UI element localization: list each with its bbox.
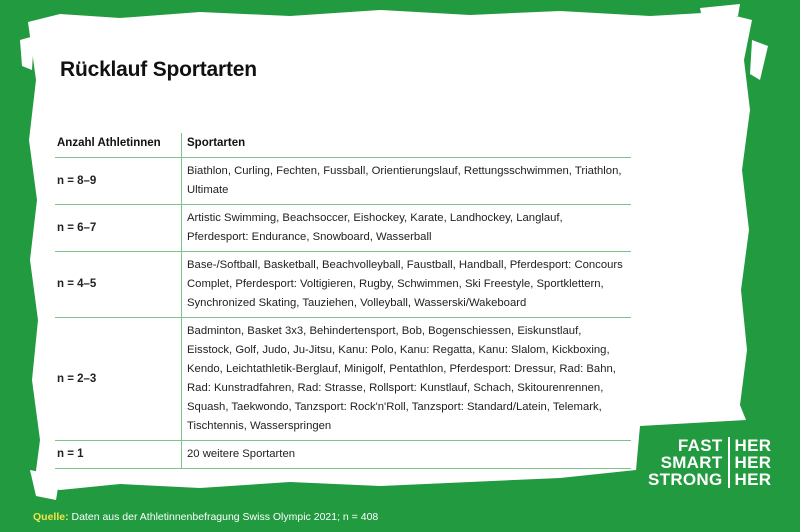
brand-word: SMART <box>660 453 723 472</box>
sports-cell: Badminton, Basket 3x3, Behindertensport, Bob, Bogenschiessen, Eiskunstlauf, Eisstock, Golf, Judo, Ju-Jitsu, Kanu: Polo, Kanu: Regatta, Kanu: Slalom, Kickboxing, Kendo, Leichtathletik-Berglauf, Minigolf, Pentathlon, Pferdesport: Dressur, Rad: Bahn, Rad: Kunstradfahren, Rad: Strasse, Rollsport: Kunstlauf, Schach, Skitourenrennen, Squash, Taekwondo, Tanzsport: Rock'n'Roll, Tanzsport: Standard/Latein, Telemark, Tischtennis, Wasserspringen <box>182 318 632 441</box>
table-row <box>55 318 631 441</box>
table-row <box>55 205 631 252</box>
brand-logo-left <box>648 437 730 488</box>
brand-word: FAST <box>677 436 723 455</box>
brand-word: HER <box>734 436 772 455</box>
table-row <box>55 441 631 469</box>
sports-cell: Base-/Softball, Basketball, Beachvolleyball, Faustball, Handball, Pferdesport: Concours Complet, Pferdesport: Voltigieren, Rugby, Schwimmen, Ski Freestyle, Sportklettern, Synchronized Skating, Tauziehen, Volleyball, Wasserski/Wakeboard <box>182 252 632 318</box>
table-row <box>55 158 631 205</box>
column-header-sports: Sportarten <box>182 133 632 158</box>
count-cell: n = 4–5 <box>55 252 182 318</box>
brand-word: HER <box>734 470 772 489</box>
page-title: Rücklauf Sportarten <box>60 58 257 81</box>
brand-word: STRONG <box>648 470 723 489</box>
column-header-count: Anzahl Athletinnen <box>55 133 182 158</box>
source-text: Daten aus der Athletinnenbefragung Swiss Olympic 2021; n = 408 <box>68 511 379 523</box>
count-cell: n = 6–7 <box>55 205 182 252</box>
table-header-row <box>55 133 631 158</box>
sports-cell: Biathlon, Curling, Fechten, Fussball, Orientierungslauf, Rettungsschwimmen, Triathlon, Ultimate <box>182 158 632 205</box>
source-note <box>33 511 378 523</box>
sports-cell: 20 weitere Sportarten <box>182 441 632 469</box>
brand-word: HER <box>734 453 772 472</box>
table-row <box>55 252 631 318</box>
source-label: Quelle: <box>33 511 69 523</box>
count-cell: n = 8–9 <box>55 158 182 205</box>
sports-table <box>55 133 631 469</box>
brand-logo-right <box>730 437 772 488</box>
count-cell: n = 2–3 <box>55 318 182 441</box>
sports-cell: Artistic Swimming, Beachsoccer, Eishockey, Karate, Landhockey, Langlauf, Pferdesport: Endurance, Snowboard, Wasserball <box>182 205 632 252</box>
brand-logo <box>648 437 771 488</box>
count-cell: n = 1 <box>55 441 182 469</box>
